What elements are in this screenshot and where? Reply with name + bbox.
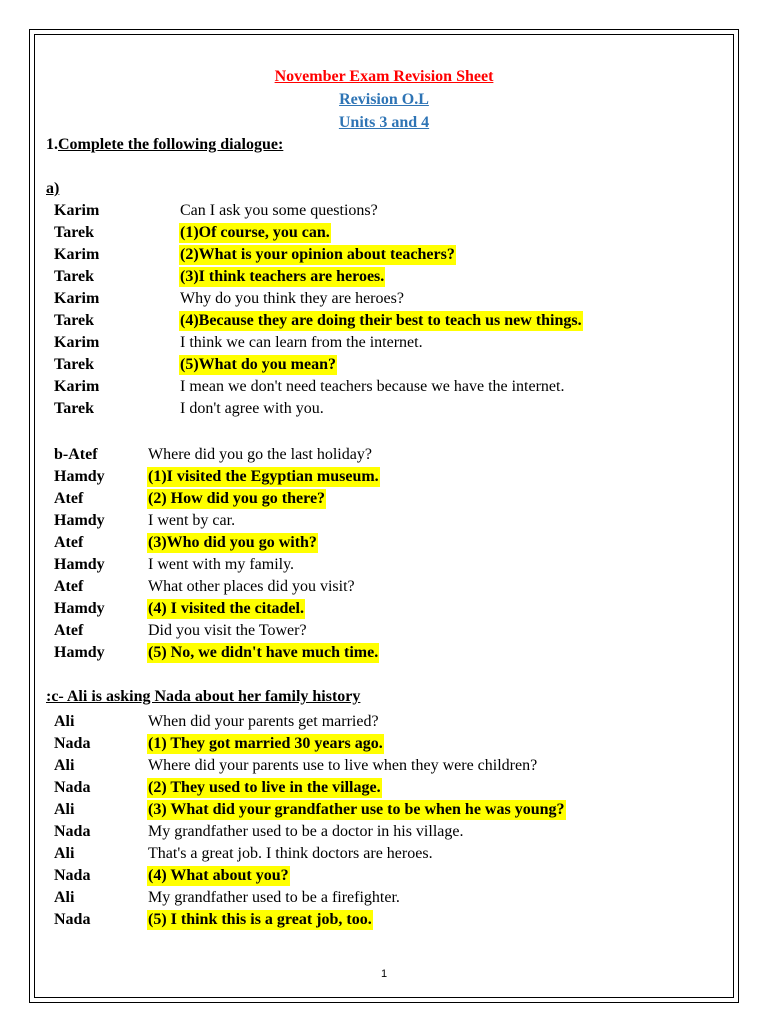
speaker-name: Nada [54, 867, 91, 884]
speaker-name: Hamdy [54, 512, 105, 529]
line-text: That's a great job. I think doctors are heroes. [148, 845, 433, 862]
sheet-title: November Exam Revision Sheet [274, 68, 494, 85]
question-number: 1. [46, 136, 58, 153]
speaker-name: b-Atef [54, 446, 98, 463]
answer-text: (4) I visited the citadel. [148, 600, 304, 617]
sheet-units: Units 3 and 4 [338, 114, 430, 131]
speaker-name: Karim [54, 246, 100, 263]
speaker-name: Ali [54, 713, 75, 730]
page-number: 1 [380, 968, 388, 980]
speaker-name: Atef [54, 622, 84, 639]
line-text: Why do you think they are heroes? [180, 290, 404, 307]
speaker-name: Hamdy [54, 556, 105, 573]
line-text: Can I ask you some questions? [180, 202, 378, 219]
line-text: Where did your parents use to live when they were children? [148, 757, 538, 774]
answer-text: (4) What about you? [148, 867, 289, 884]
line-text: I mean we don't need teachers because we have the internet. [180, 378, 565, 395]
speaker-name: Tarek [54, 312, 95, 329]
answer-text: (3) What did your grandfather use to be when he was young? [148, 801, 565, 818]
speaker-name: Tarek [54, 224, 95, 241]
speaker-name: Nada [54, 779, 91, 796]
answer-text: (5)What do you mean? [180, 356, 337, 373]
line-text: My grandfather used to be a doctor in his village. [148, 823, 464, 840]
answer-text: (5) I think this is a great job, too. [148, 911, 372, 928]
line-text: I went by car. [148, 512, 236, 529]
answer-text: (1)Of course, you can. [180, 224, 330, 241]
speaker-name: Hamdy [54, 600, 105, 617]
line-text: When did your parents get married? [148, 713, 379, 730]
speaker-name: Karim [54, 202, 100, 219]
line-text: I don't agree with you. [180, 400, 324, 417]
speaker-name: Nada [54, 735, 91, 752]
speaker-name: Atef [54, 534, 84, 551]
line-text: Where did you go the last holiday? [148, 446, 372, 463]
speaker-name: Ali [54, 801, 75, 818]
speaker-name: Karim [54, 290, 100, 307]
answer-text: (4)Because they are doing their best to teach us new things. [180, 312, 582, 329]
line-text: What other places did you visit? [148, 578, 355, 595]
speaker-name: Tarek [54, 268, 95, 285]
speaker-name: Hamdy [54, 468, 105, 485]
speaker-name: Nada [54, 823, 91, 840]
line-text: My grandfather used to be a firefighter. [148, 889, 400, 906]
answer-text: (2) How did you go there? [148, 490, 326, 507]
speaker-name: Nada [54, 911, 91, 928]
answer-text: (1)I visited the Egyptian museum. [148, 468, 379, 485]
speaker-name: Ali [54, 757, 75, 774]
speaker-name: Karim [54, 378, 100, 395]
answer-text: (3)Who did you go with? [148, 534, 317, 551]
answer-text: (2)What is your opinion about teachers? [180, 246, 455, 263]
section-a-label: a) [46, 180, 60, 197]
speaker-name: Karim [54, 334, 100, 351]
question-instruction: Complete the following dialogue: [58, 136, 284, 153]
line-text: I think we can learn from the internet. [180, 334, 423, 351]
speaker-name: Tarek [54, 356, 95, 373]
answer-text: (2) They used to live in the village. [148, 779, 381, 796]
line-text: I went with my family. [148, 556, 295, 573]
speaker-name: Ali [54, 845, 75, 862]
answer-text: (5) No, we didn't have much time. [148, 644, 379, 661]
line-text: Did you visit the Tower? [148, 622, 307, 639]
speaker-name: Atef [54, 490, 84, 507]
speaker-name: Hamdy [54, 644, 105, 661]
question-heading [46, 136, 283, 154]
section-c-heading: :c- Ali is asking Nada about her family history [46, 688, 361, 705]
sheet-subtitle: Revision O.L [339, 91, 429, 108]
speaker-name: Tarek [54, 400, 95, 417]
speaker-name: Ali [54, 889, 75, 906]
answer-text: (1) They got married 30 years ago. [148, 735, 383, 752]
answer-text: (3)I think teachers are heroes. [180, 268, 385, 285]
speaker-name: Atef [54, 578, 84, 595]
